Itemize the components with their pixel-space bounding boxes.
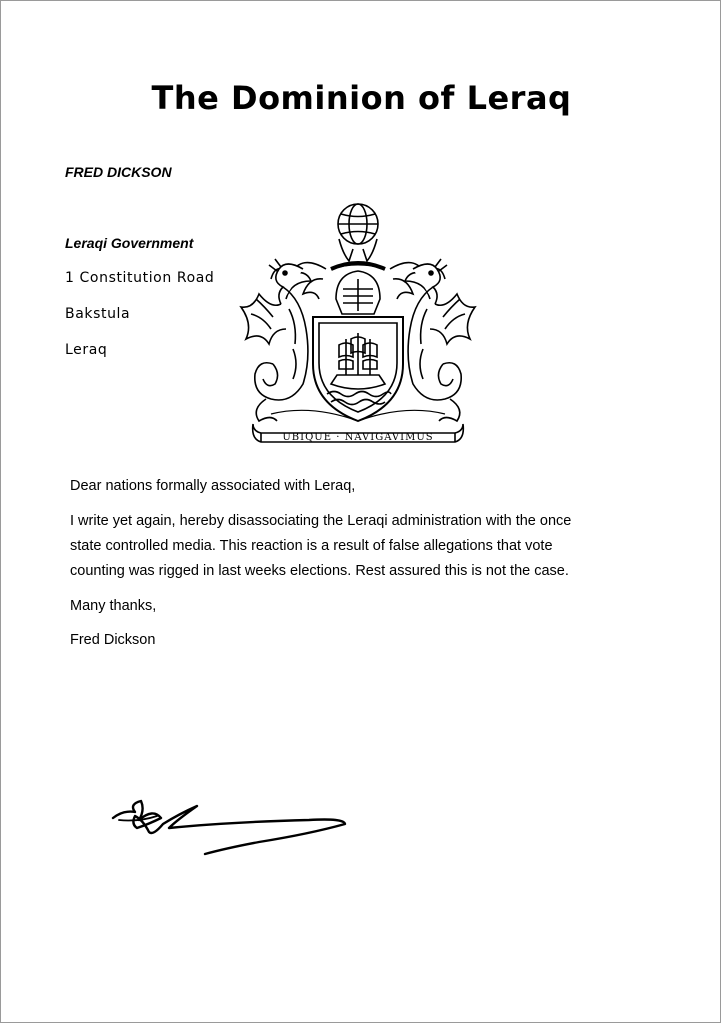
- coat-of-arms-emblem: [231, 199, 485, 451]
- letter-signoff-name: Fred Dickson: [70, 632, 156, 648]
- address-city: Bakstula: [65, 306, 131, 322]
- address-organisation: Leraqi Government: [65, 235, 194, 251]
- letter-paragraph-line-1: I write yet again, hereby disassociating the Leraqi administration with the once: [70, 513, 572, 529]
- letter-closing: Many thanks,: [70, 598, 157, 614]
- handwritten-signature: [109, 796, 354, 858]
- sender-name: FRED DICKSON: [65, 164, 172, 180]
- address-country: Leraq: [65, 342, 108, 358]
- crest-motto: UBIQUE · NAVIGAVIMUS: [282, 432, 434, 443]
- page-title: The Dominion of Leraq: [151, 79, 572, 117]
- letter-paragraph-line-2: state controlled media. This reaction is a result of false allegations that vote: [70, 538, 553, 554]
- address-street: 1 Constitution Road: [65, 270, 215, 286]
- letter-paragraph-line-3: counting was rigged in last weeks elections. Rest assured this is not the case.: [70, 563, 569, 579]
- letter-salutation: Dear nations formally associated with Leraq,: [70, 478, 356, 494]
